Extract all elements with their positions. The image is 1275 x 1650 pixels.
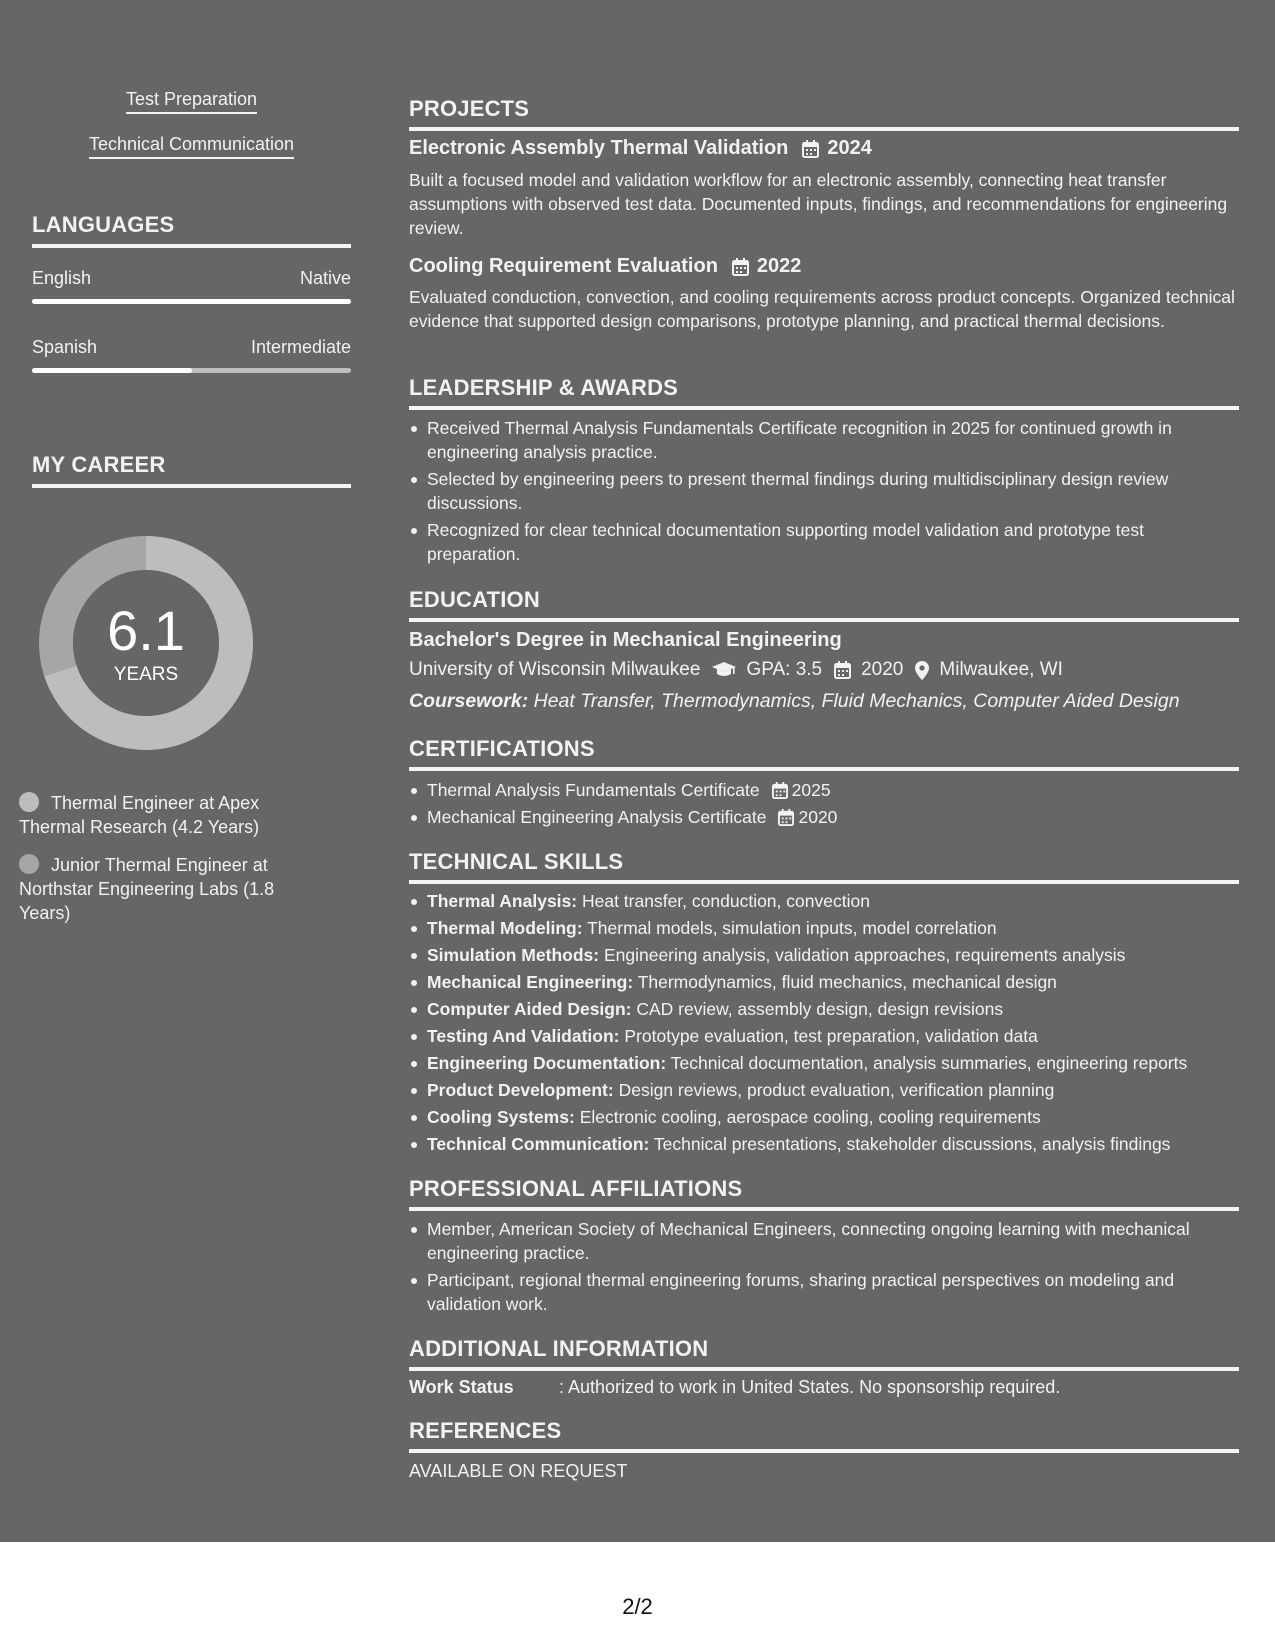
legend-dot xyxy=(19,792,39,812)
skill-item xyxy=(409,889,1239,913)
language-bar-fill xyxy=(32,299,351,304)
affiliations-heading: PROFESSIONAL AFFILIATIONS xyxy=(409,1176,1239,1211)
career-years-unit: YEARS xyxy=(113,664,179,685)
language-row xyxy=(32,337,351,358)
skill-label: Thermal Modeling: xyxy=(427,918,583,938)
education-heading: EDUCATION xyxy=(409,587,1239,622)
additional-info-heading: ADDITIONAL INFORMATION xyxy=(409,1336,1239,1371)
coursework-list: Heat Transfer, Thermodynamics, Fluid Mechanics, Computer Aided Design xyxy=(533,690,1180,712)
languages-heading: LANGUAGES xyxy=(32,212,351,248)
technical-skills-list xyxy=(409,889,1239,1159)
language-name: English xyxy=(32,268,92,288)
language-row xyxy=(32,268,351,289)
language-bar xyxy=(32,368,351,373)
skill-text: Electronic cooling, aerospace cooling, cooling requirements xyxy=(579,1107,1041,1127)
list-item: Received Thermal Analysis Fundamentals Certificate recognition in 2025 for continued growth in engineering analysis practice. xyxy=(409,416,1239,464)
language-level: Native xyxy=(299,268,351,288)
education-details xyxy=(409,659,1063,681)
career-legend-item: Junior Thermal Engineer at Northstar Engineering Labs (1.8 Years) xyxy=(19,855,275,923)
list-item: Member, American Society of Mechanical Engineers, connecting ongoing learning with mechanical engineering practice. xyxy=(409,1217,1239,1265)
skill-label: Mechanical Engineering: xyxy=(427,972,634,992)
skill-text: Engineering analysis, validation approaches, requirements analysis xyxy=(603,945,1126,965)
skill-label: Technical Communication: xyxy=(427,1134,650,1154)
work-status-value: : Authorized to work in United States. No sponsorship required. xyxy=(559,1377,1061,1397)
technical-skills-heading: TECHNICAL SKILLS xyxy=(409,849,1239,884)
skill-text: Thermodynamics, fluid mechanics, mechanical design xyxy=(637,972,1057,992)
skill-label: Cooling Systems: xyxy=(427,1107,575,1127)
skill-text: Heat transfer, conduction, convection xyxy=(581,891,870,911)
work-status-row xyxy=(409,1377,1060,1398)
skill-label: Simulation Methods: xyxy=(427,945,600,965)
skill-label: Engineering Documentation: xyxy=(427,1053,667,1073)
skill-label: Computer Aided Design: xyxy=(427,999,632,1019)
leadership-heading: LEADERSHIP & AWARDS xyxy=(409,375,1239,410)
list-item: Recognized for clear technical documentation supporting model validation and prototype test preparation. xyxy=(409,518,1239,566)
skill-text: Technical documentation, analysis summaries, engineering reports xyxy=(670,1053,1188,1073)
page-number: 2/2 xyxy=(622,1594,653,1619)
legend-dot xyxy=(19,854,39,874)
calendar-icon xyxy=(802,140,819,158)
degree-title: Bachelor's Degree in Mechanical Engineering xyxy=(409,629,842,651)
coursework-label: Coursework: xyxy=(409,690,529,712)
skill-text: Prototype evaluation, test preparation, validation data xyxy=(624,1026,1038,1046)
gpa: GPA: 3.5 xyxy=(746,659,823,680)
skill-tag[interactable]: Test Preparation xyxy=(32,89,351,114)
location: Milwaukee, WI xyxy=(939,659,1063,680)
certification-item: Thermal Analysis Fundamentals Certificate 2025 xyxy=(409,778,1239,802)
project-title: Cooling Requirement Evaluation 2022 xyxy=(409,255,802,277)
calendar-icon xyxy=(834,661,851,679)
calendar-icon xyxy=(772,782,788,799)
certifications-heading: CERTIFICATIONS xyxy=(409,736,1239,771)
career-heading: MY CAREER xyxy=(32,452,351,488)
references-heading: REFERENCES xyxy=(409,1418,1239,1453)
leadership-list xyxy=(409,416,1239,569)
language-name: Spanish xyxy=(32,337,98,357)
skill-text: Design reviews, product evaluation, verification planning xyxy=(618,1080,1055,1100)
skill-text: Technical presentations, stakeholder discussions, analysis findings xyxy=(653,1134,1171,1154)
skill-label: Testing And Validation: xyxy=(427,1026,620,1046)
language-bar-fill xyxy=(32,368,192,373)
language-bar xyxy=(32,299,351,304)
skill-text: Thermal models, simulation inputs, model correlation xyxy=(587,918,997,938)
language-level: Intermediate xyxy=(250,337,351,357)
skill-item xyxy=(409,997,1239,1021)
calendar-icon xyxy=(778,809,794,826)
skill-item xyxy=(409,1051,1239,1075)
project-description: Evaluated conduction, convection, and cooling requirements across product concepts. Organized technical evidence that supported design comparisons, prototype planning, and practical thermal decisions. xyxy=(409,287,1235,331)
certifications-list xyxy=(409,778,1239,832)
work-status-label: Work Status xyxy=(409,1377,514,1397)
graduation-cap-icon xyxy=(712,662,736,678)
graduation-year: 2020 xyxy=(861,659,904,680)
project-description: Built a focused model and validation workflow for an electronic assembly, connecting heat transfer assumptions with observed test data. Documented inputs, findings, and recommendations for engineering review. xyxy=(409,170,1228,238)
skill-item xyxy=(409,916,1239,940)
skill-label: Product Development: xyxy=(427,1080,614,1100)
coursework xyxy=(409,690,1180,713)
skill-item xyxy=(409,1024,1239,1048)
skill-item xyxy=(409,1105,1239,1129)
skill-item xyxy=(409,970,1239,994)
career-legend-item: Thermal Engineer at Apex Thermal Research (4.2 Years) xyxy=(19,793,260,837)
calendar-icon xyxy=(732,258,749,276)
skill-label: Thermal Analysis: xyxy=(427,891,578,911)
skill-text: CAD review, assembly design, design revisions xyxy=(636,999,1004,1019)
projects-heading: PROJECTS xyxy=(409,96,1239,131)
certification-item: Mechanical Engineering Analysis Certificate 2020 xyxy=(409,805,1239,829)
list-item: Participant, regional thermal engineering forums, sharing practical perspectives on modeling and validation work. xyxy=(409,1268,1239,1316)
career-total-years: 6.1 xyxy=(107,599,185,662)
list-item: Selected by engineering peers to present thermal findings during multidisciplinary design review discussions. xyxy=(409,467,1239,515)
skill-item xyxy=(409,1078,1239,1102)
skill-item xyxy=(409,1132,1239,1156)
location-pin-icon xyxy=(915,661,929,680)
references-text: AVAILABLE ON REQUEST xyxy=(409,1461,628,1481)
skill-tag[interactable]: Technical Communication xyxy=(32,134,351,159)
affiliations-list xyxy=(409,1217,1239,1319)
skill-item xyxy=(409,943,1239,967)
project-title: Electronic Assembly Thermal Validation 2024 xyxy=(409,137,872,159)
school-name: University of Wisconsin Milwaukee xyxy=(409,659,701,680)
